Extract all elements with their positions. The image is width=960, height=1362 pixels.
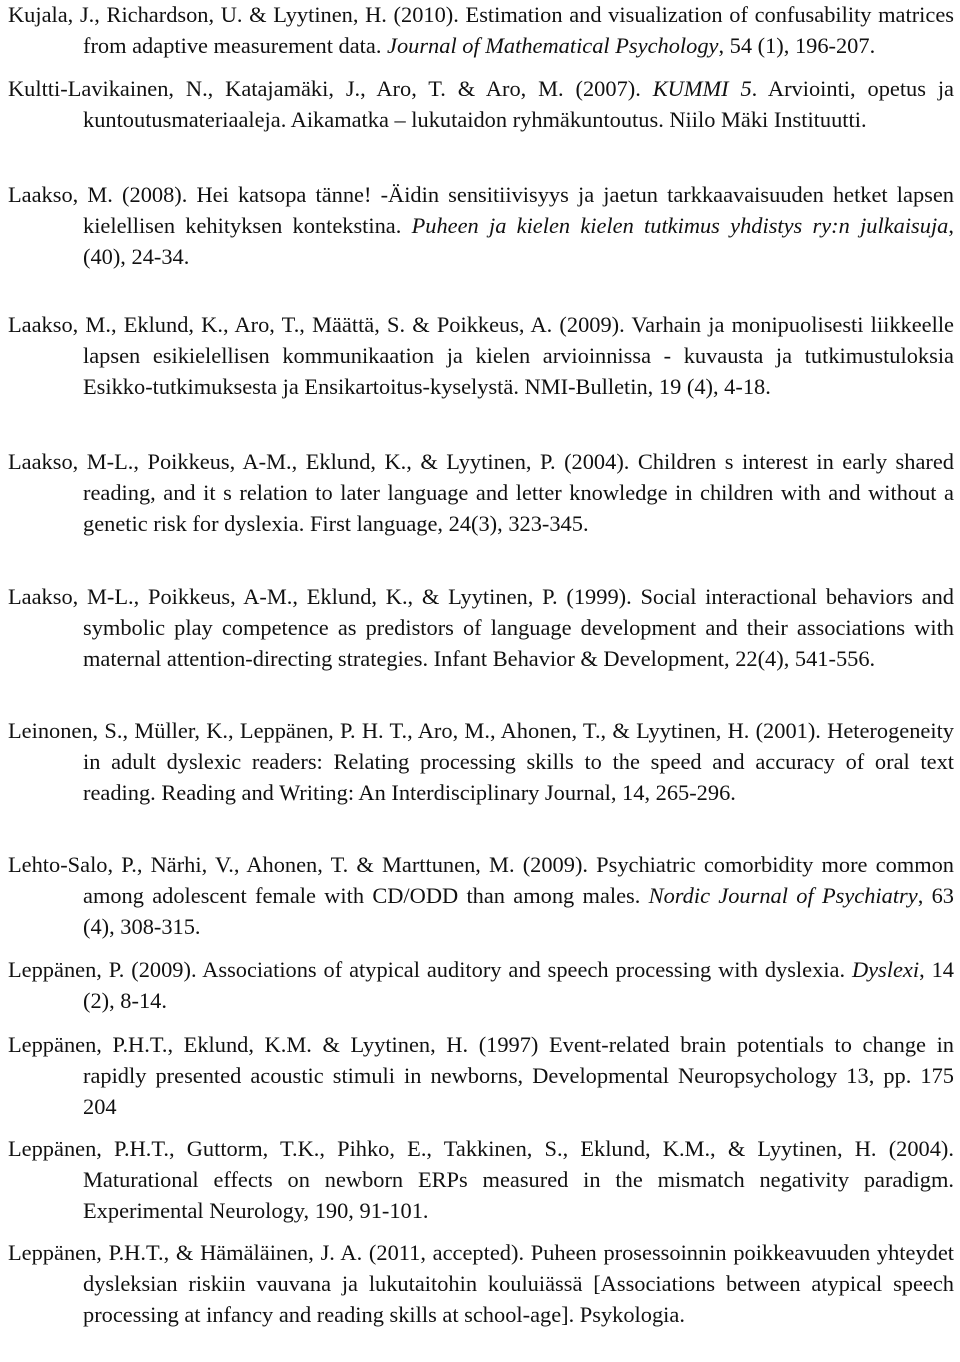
reference-entry-laakso-2008 [8,180,954,272]
series-title: Puheen ja kielen kielen tutkimus yhdistys ry:n julkaisuja [411,212,949,238]
reference-text: Kujala, J., Richardson, U. & Lyytinen, H. (2010). Estimation and visualization of confusability matrices from adaptive measurement data. [8,2,954,58]
reference-text: Laakso, M-L., Poikkeus, A-M., Eklund, K., & Lyytinen, P. (2004). Children s interest in early shared reading, and it s relation to later language and letter knowledge in children with and without a genetic risk for dyslexia. First language, 24(3), 323-345. [8,449,954,536]
reference-text: , 63 (4), 308-315. [83,882,954,939]
reference-text: Laakso, M-L., Poikkeus, A-M., Eklund, K., & Lyytinen, P. (1999). Social interactional behaviors and symbolic play competence as predistors of language development and their associations with maternal attention-directing strategies. Infant Behavior & Development, 22(4), 541-556. [8,584,954,671]
journal-title: Journal of Mathematical Psychology [387,32,719,58]
reference-text: Leppänen, P.H.T., Guttorm, T.K., Pihko, E., Takkinen, S., Eklund, K.M., & Lyytinen, H. (2004). Maturational effects on newborn ERPs measured in the mismatch negativity paradigm. Experimental Neurology, 190, 91-101. [8,1136,954,1223]
reference-entry-leinonen-2001 [8,716,954,808]
reference-text: Leppänen, P. (2009). Associations of atypical auditory and speech processing with dyslexia. [8,957,852,982]
reference-text: , 54 (1), 196-207. [718,32,876,58]
reference-entry-laakso-2009 [8,310,954,402]
reference-entry-leppanen-2011 [8,1238,954,1330]
reference-text: Kultti-Lavikainen, N., Katajamäki, J., Aro, T. & Aro, M. (2007). [8,76,653,101]
reference-text: , (40), 24-34. [83,212,954,269]
reference-text: Leppänen, P.H.T., Eklund, K.M. & Lyytinen, H. (1997) Event-related brain potentials to change in rapidly presented acoustic stimuli in newborns, Developmental Neuropsychology 13, pp. 175 204 [8,1032,954,1119]
book-title: KUMMI 5 [652,76,752,101]
reference-entry-kujala-2010 [8,0,954,62]
journal-title: Dyslexi [851,957,920,982]
reference-entry-leppanen-1997 [8,1030,954,1122]
reference-text: Laakso, M., Eklund, K., Aro, T., Määttä, S. & Poikkeus, A. (2009). Varhain ja monipuolisesti liikkeelle lapsen esikielellisen kommunikaation ja kielen arvioinnissa - kuvausta ja tutkimustuloksia Esikko-tutkimuksesta ja Ensikartoitus-kyselystä. NMI-Bulletin, 19 (4), 4-18. [8,312,954,399]
reference-text: Lehto-Salo, P., Närhi, V., Ahonen, T. & Marttunen, M. (2009). Psychiatric comorbidity more common among adolescent female with CD/ODD than among males. [8,852,954,908]
journal-title: Nordic Journal of Psychiatry [648,882,918,908]
reference-entry-lehto-salo-2009 [8,850,954,942]
reference-entry-laakso-1999 [8,582,954,674]
reference-entry-kultti-lavikainen-2007 [8,74,954,136]
reference-entry-laakso-2004 [8,447,954,539]
reference-text: Laakso, M. (2008). Hei katsopa tänne! -Äidin sensitiivisyys ja jaetun tarkkaavaisuuden hetket lapsen kielellisen kehityksen kontekstina. [8,182,954,238]
reference-entry-leppanen-2009 [8,955,954,1017]
reference-text: . Arviointi, opetus ja kuntoutusmateriaaleja. Aikamatka – lukutaidon ryhmäkuntoutus. Niilo Mäki Instituutti. [83,76,954,132]
reference-entry-leppanen-2004 [8,1134,954,1226]
reference-text: Leppänen, P.H.T., & Hämäläinen, J. A. (2011, accepted). Puheen prosessoinnin poikkeavuuden yhteydet dysleksian riskiin vauvana ja lukutaitohin kouluiässä [Associations between atypical speech processing at infancy and reading skills at school-age]. Psykologia. [8,1240,954,1327]
reference-text: Leinonen, S., Müller, K., Leppänen, P. H. T., Aro, M., Ahonen, T., & Lyytinen, H. (2001). Heterogeneity in adult dyslexic readers: Relating processing skills to the speed and accuracy of oral text reading. Reading and Writing: An Interdisciplinary Journal, 14, 265-296. [8,718,954,805]
reference-text: , 14 (2), 8-14. [83,957,954,1013]
